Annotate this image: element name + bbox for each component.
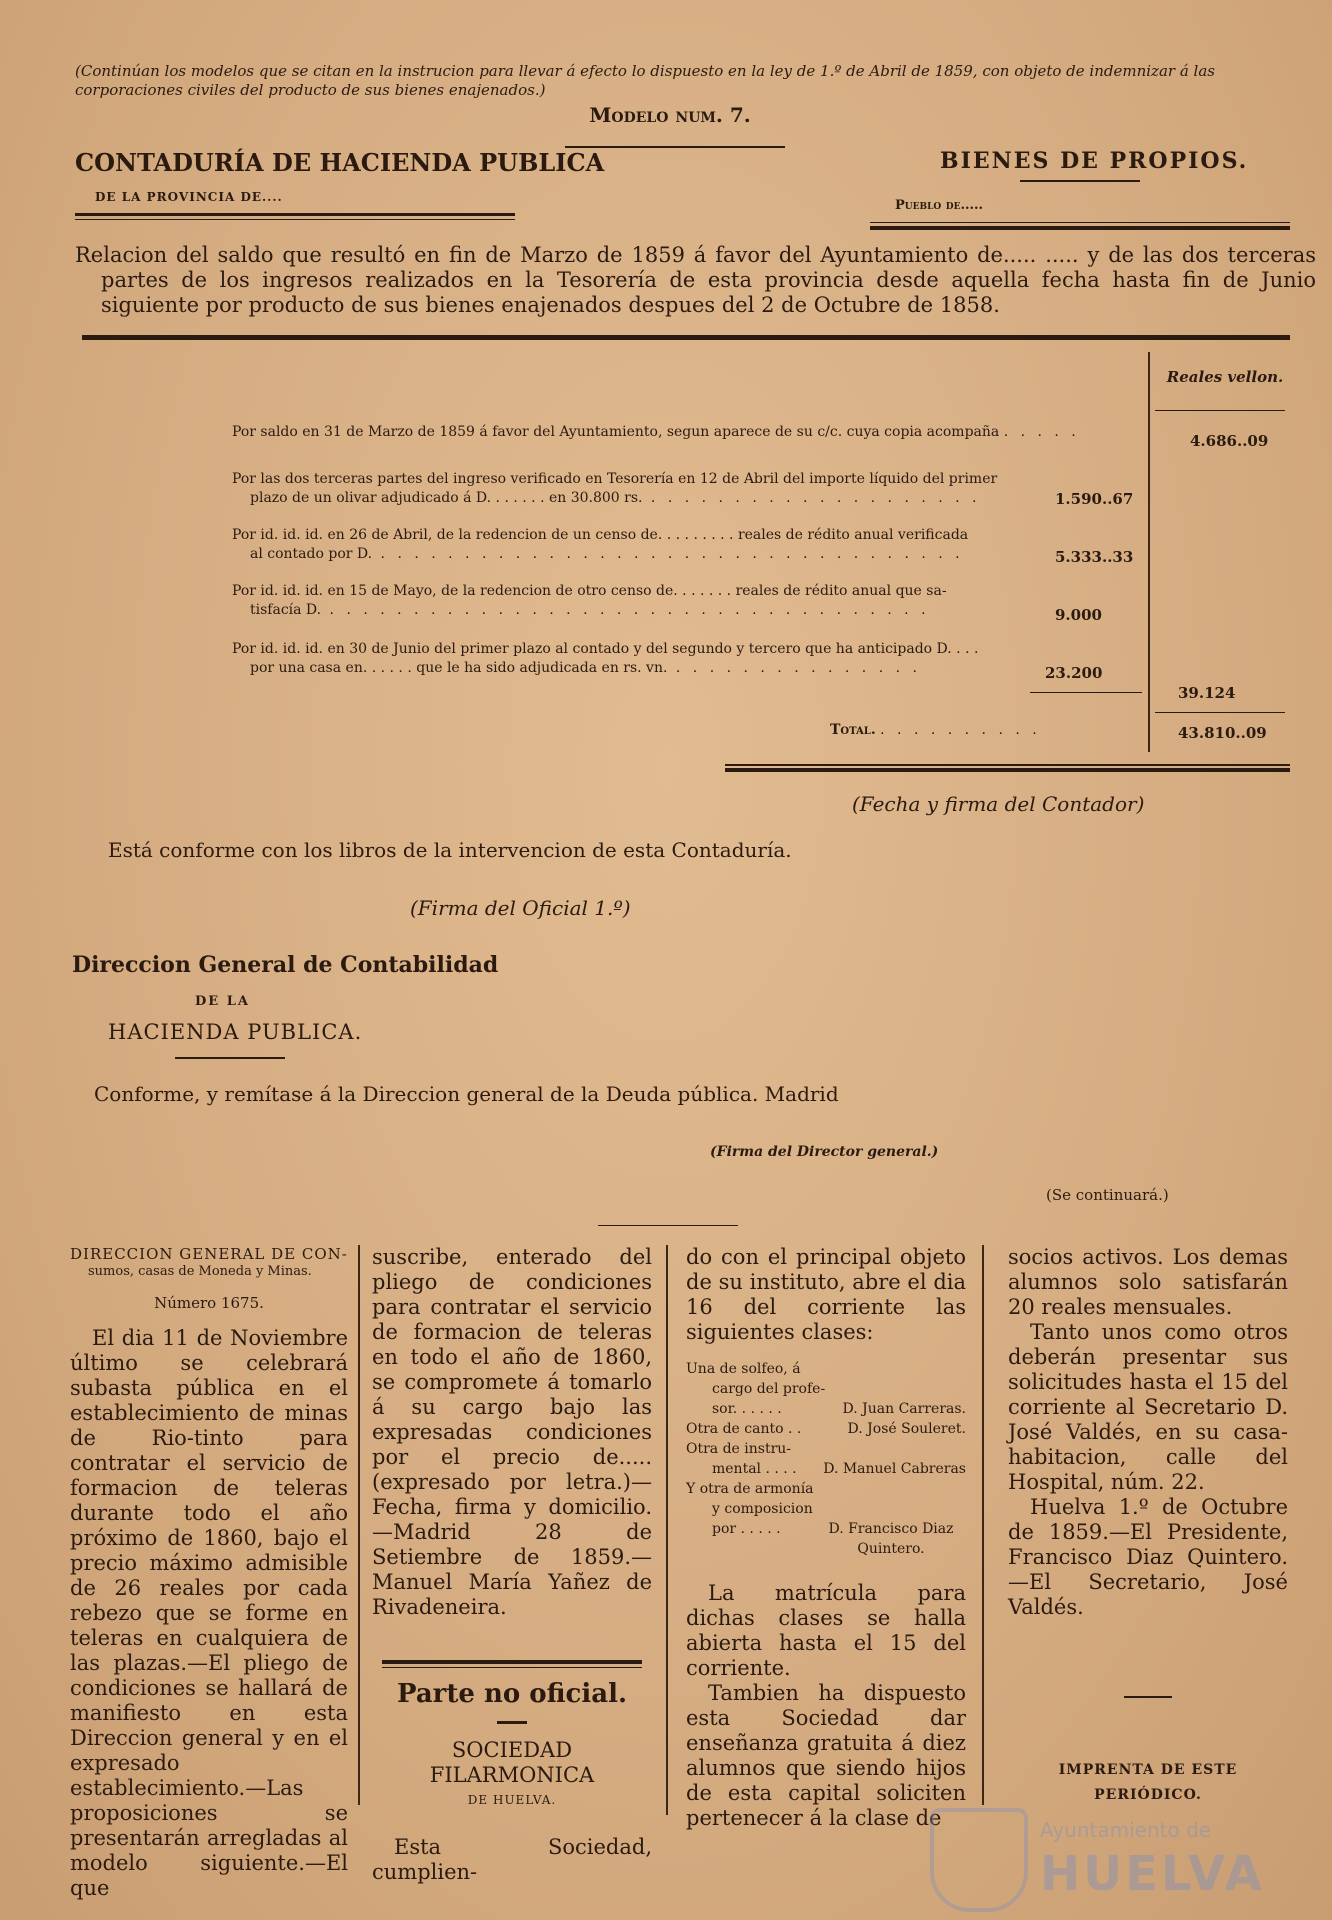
direccion-ornament [175, 1057, 285, 1059]
ledger-subtotal: 39.124 [1178, 684, 1236, 702]
contaduria-title: CONTADURÍA DE HACIENDA PUBLICA [75, 148, 605, 177]
clase-solfeo-label2: cargo del profe- [712, 1381, 826, 1397]
watermark-line1: Ayuntamiento de [1040, 1818, 1212, 1842]
clase-armonia [686, 1479, 966, 1559]
section-ornament [598, 1225, 738, 1226]
ledger-row-4 [232, 582, 1032, 620]
col-sep-3 [982, 1245, 984, 1805]
col1-text: El dia 11 de Noviembre último se celebrará subasta pública en el establecimiento de minas de Rio-tinto para contratar el servicio de formacion de teleras durante todo el año próximo de 1860, bajo el precio máximo admisible de 26 reales por cada rebezo que se forme en teleras en cualquiera de las plazas.—El pliego de condiciones se hallará de manifiesto en esta Direccion general y en el expresado establecimiento.—Las proposiciones se presentarán arregladas al modelo siguiente.—El que [70, 1326, 348, 1900]
ledger-header-rule [1155, 410, 1285, 411]
total-rule [725, 764, 1290, 766]
col1-head-line1: DIRECCION GENERAL DE CON- [70, 1245, 348, 1263]
firma-contador: (Fecha y firma del Contador) [852, 792, 1145, 816]
ledger-row-2-l2: plazo de un olivar adjudicado á D. . . . . . . en 30.800 rs. . . . . . . . . . . . . . . . . . . . . [250, 490, 981, 506]
ledger-row-5-partial: 23.200 [1045, 664, 1103, 682]
ledger-row-1-total: 4.686..09 [1190, 432, 1269, 450]
bienes-ornament [1020, 180, 1140, 182]
contaduria-sub: DE LA PROVINCIA DE.... [95, 190, 283, 204]
ledger-row-3-l1: Por id. id. id. en 26 de Abril, de la redencion de un censo de. . . . . . . . . reales de rédito anual verificada [232, 527, 969, 543]
imprenta: IMPRENTA DE ESTE PERIÓDICO. [1058, 1762, 1238, 1803]
right-rule [870, 222, 1290, 223]
partials-sum-rule [1030, 692, 1142, 693]
column-2 [372, 1245, 652, 1885]
relacion-rule [82, 335, 1290, 340]
watermark-seal-icon [930, 1808, 1028, 1912]
clase-solfeo [686, 1359, 966, 1419]
direccion-de-la: DE LA [195, 994, 250, 1009]
ledger-row-1: Por saldo en 31 de Marzo de 1859 á favor del Ayuntamiento, segun aparece de su c/c. cuya copia acompaña . . . . . 4.686..09 [232, 424, 1269, 450]
firma-director: (Firma del Director general.) [710, 1144, 939, 1160]
clase-solfeo-label3: sor. . . . . . [712, 1401, 782, 1417]
header-note: (Continúan los modelos que se citan en la instrucion para llevar á efecto lo dispuesto en la ley de 1.º de Abril de 1859, con objeto de indemnizar á las corporaciones civiles del producto de sus bienes enajenados.) [75, 62, 1215, 99]
parte-ornament [497, 1721, 527, 1724]
se-continuara: (Se continuará.) [1046, 1186, 1169, 1204]
firma-oficial: (Firma del Oficial 1.º) [410, 896, 631, 920]
right-rule-2 [870, 226, 1290, 230]
clase-armonia-label3: por . . . . . [712, 1521, 781, 1537]
clase-armonia-label1: Y otra de armonía [686, 1481, 814, 1497]
direccion-contabilidad: Direccion General de Contabilidad [72, 952, 499, 978]
ledger-row-5-l1: Por id. id. id. en 30 de Junio del primer plazo al contado y del segundo y tercero que ha anticipado D. . . . [232, 641, 979, 657]
col1-head-line2: sumos, casas de Moneda y Minas. [88, 1264, 312, 1279]
parte-rule-2 [382, 1667, 642, 1668]
ledger-row-3 [232, 526, 1032, 564]
clase-instrumental-label2: mental . . . . [712, 1461, 797, 1477]
modelo-number: Modelo num. 7. [589, 103, 751, 127]
clases-list [686, 1359, 966, 1559]
left-rule-2 [75, 219, 515, 220]
ledger-row-4-l1: Por id. id. id. en 15 de Mayo, de la redencion de otro censo de. . . . . . . reales de rédito anual que sa- [232, 583, 947, 599]
conforme-libros: Está conforme con los libros de la intervencion de esta Contaduría. [108, 838, 792, 862]
ledger-row-2-l1: Por las dos terceras partes del ingreso verificado en Tesorería en 12 de Abril del importe líquido del primer [232, 471, 998, 487]
column-1 [70, 1245, 348, 1901]
sociedad-title: SOCIEDAD FILARMONICA [429, 1738, 595, 1787]
col3-text3: Tambien ha dispuesto esta Sociedad dar enseñanza gratuita á diez alumnos que siendo hijos de esta capital soliciten pertenecer á la clase de [686, 1681, 966, 1830]
ledger-row-3-l2: al contado por D. . . . . . . . . . . . . . . . . . . . . . . . . . . . . . . . . . . . [250, 546, 964, 562]
col3-text2: La matrícula para dichas clases se halla abierta hasta el 15 del corriente. [686, 1581, 966, 1680]
col1-head [70, 1245, 348, 1281]
relacion-text: Relacion del saldo que resultó en fin de Marzo de 1859 á favor del Ayuntamiento de..... ..... y de las dos terceras partes de los ingresos realizados en la Tesorería de esta provincia desde aquella fecha hasta fin de Junio siguiente por producto de sus bienes enajenados despues del 2 de Octubre de 1858. [75, 243, 1316, 317]
ledger-row-2-partial: 1.590..67 [1055, 490, 1134, 508]
ledger-row-5-l2: por una casa en. . . . . . que le ha sido adjudicada en rs. vn. . . . . . . . . . . . . . . . [250, 660, 921, 676]
clase-canto [686, 1419, 966, 1439]
ledger-row-2 [232, 470, 1032, 508]
parte-no-oficial: Parte no oficial. [396, 1679, 628, 1709]
col4-text3: Huelva 1.º de Octubre de 1859.—El Presidente, Francisco Diaz Quintero.—El Secretario, José Valdés. [1008, 1495, 1288, 1619]
column-4 [1008, 1245, 1288, 1808]
ledger-vline [1148, 352, 1150, 752]
left-rule [75, 213, 515, 216]
ledger-row-4-l2: tisfacía D. . . . . . . . . . . . . . . . . . . . . . . . . . . . . . . . . . . . . [250, 602, 930, 618]
ledger-col-header: Reales vellon. [1166, 368, 1284, 386]
clase-instrumental-profesor: D. Manuel Cabreras [823, 1461, 966, 1477]
sociedad-huelva: DE HUELVA. [467, 1793, 557, 1807]
col-sep-2 [666, 1245, 668, 1815]
col4-text2: Tanto unos como otros deberán presentar sus solicitudes hasta el 15 del corriente al Secretario D. José Valdés, en su casa-habitacion, calle del Hospital, núm. 22. [1008, 1320, 1288, 1494]
subtotal-rule [1155, 712, 1285, 713]
col1-numero: Número 1675. [154, 1294, 264, 1312]
col-sep-1 [358, 1245, 360, 1805]
clase-solfeo-profesor: D. Juan Carreras. [842, 1401, 966, 1417]
total-label: Total. [830, 722, 876, 738]
column-3 [686, 1245, 966, 1831]
col2-start: Esta Sociedad, cumplien- [372, 1835, 652, 1884]
ledger-row-5 [232, 640, 1032, 678]
direccion-hacienda: HACIENDA PUBLICA. [108, 1020, 363, 1044]
col4-text1: socios activos. Los demas alumnos solo satisfarán 20 reales mensuales. [1008, 1245, 1288, 1319]
conforme-remitase: Conforme, y remítase á la Direccion general de la Deuda pública. Madrid [94, 1082, 839, 1106]
clase-canto-label: Otra de canto . . [686, 1421, 802, 1437]
ledger-row-1-text: Por saldo en 31 de Marzo de 1859 á favor del Ayuntamiento, segun aparece de su c/c. cuya copia acompaña [232, 424, 1000, 440]
clase-canto-profesor: D. José Souleret. [847, 1421, 966, 1437]
watermark-line2: HUELVA [1040, 1846, 1265, 1902]
ledger-total: 43.810..09 [1178, 724, 1267, 742]
clase-armonia-label2: y composicion [712, 1501, 813, 1517]
pueblo-sub: Pueblo de..... [895, 198, 984, 213]
parte-rule [382, 1660, 642, 1664]
ledger-row-4-partial: 9.000 [1055, 606, 1102, 624]
col2-text: suscribe, enterado del pliego de condiciones para contratar el servicio de formacion de teleras en todo el año de 1860, se compromete á tomarlo á su cargo bajo las expresadas condiciones por el precio de..... (expresado por letra.)—Fecha, firma y domicilio.—Madrid 28 de Setiembre de 1859.—Manuel María Yañez de Rivadeneira. [372, 1245, 652, 1619]
total-line: Total. . . . . . . . . . . [830, 722, 1041, 738]
clase-solfeo-label1: Una de solfeo, á [686, 1361, 801, 1377]
ledger-row-3-partial: 5.333..33 [1055, 548, 1134, 566]
clase-armonia-profesor: D. Francisco Diaz Quintero. [828, 1521, 954, 1557]
clase-instrumental-label1: Otra de instru- [686, 1441, 792, 1457]
col4-dash [1124, 1696, 1172, 1698]
total-rule-2 [725, 768, 1290, 772]
bienes-title: BIENES DE PROPIOS. [940, 148, 1249, 174]
col3-text: do con el principal objeto de su instituto, abre el dia 16 del corriente las siguientes clases: [686, 1245, 966, 1344]
clase-instrumental [686, 1439, 966, 1479]
